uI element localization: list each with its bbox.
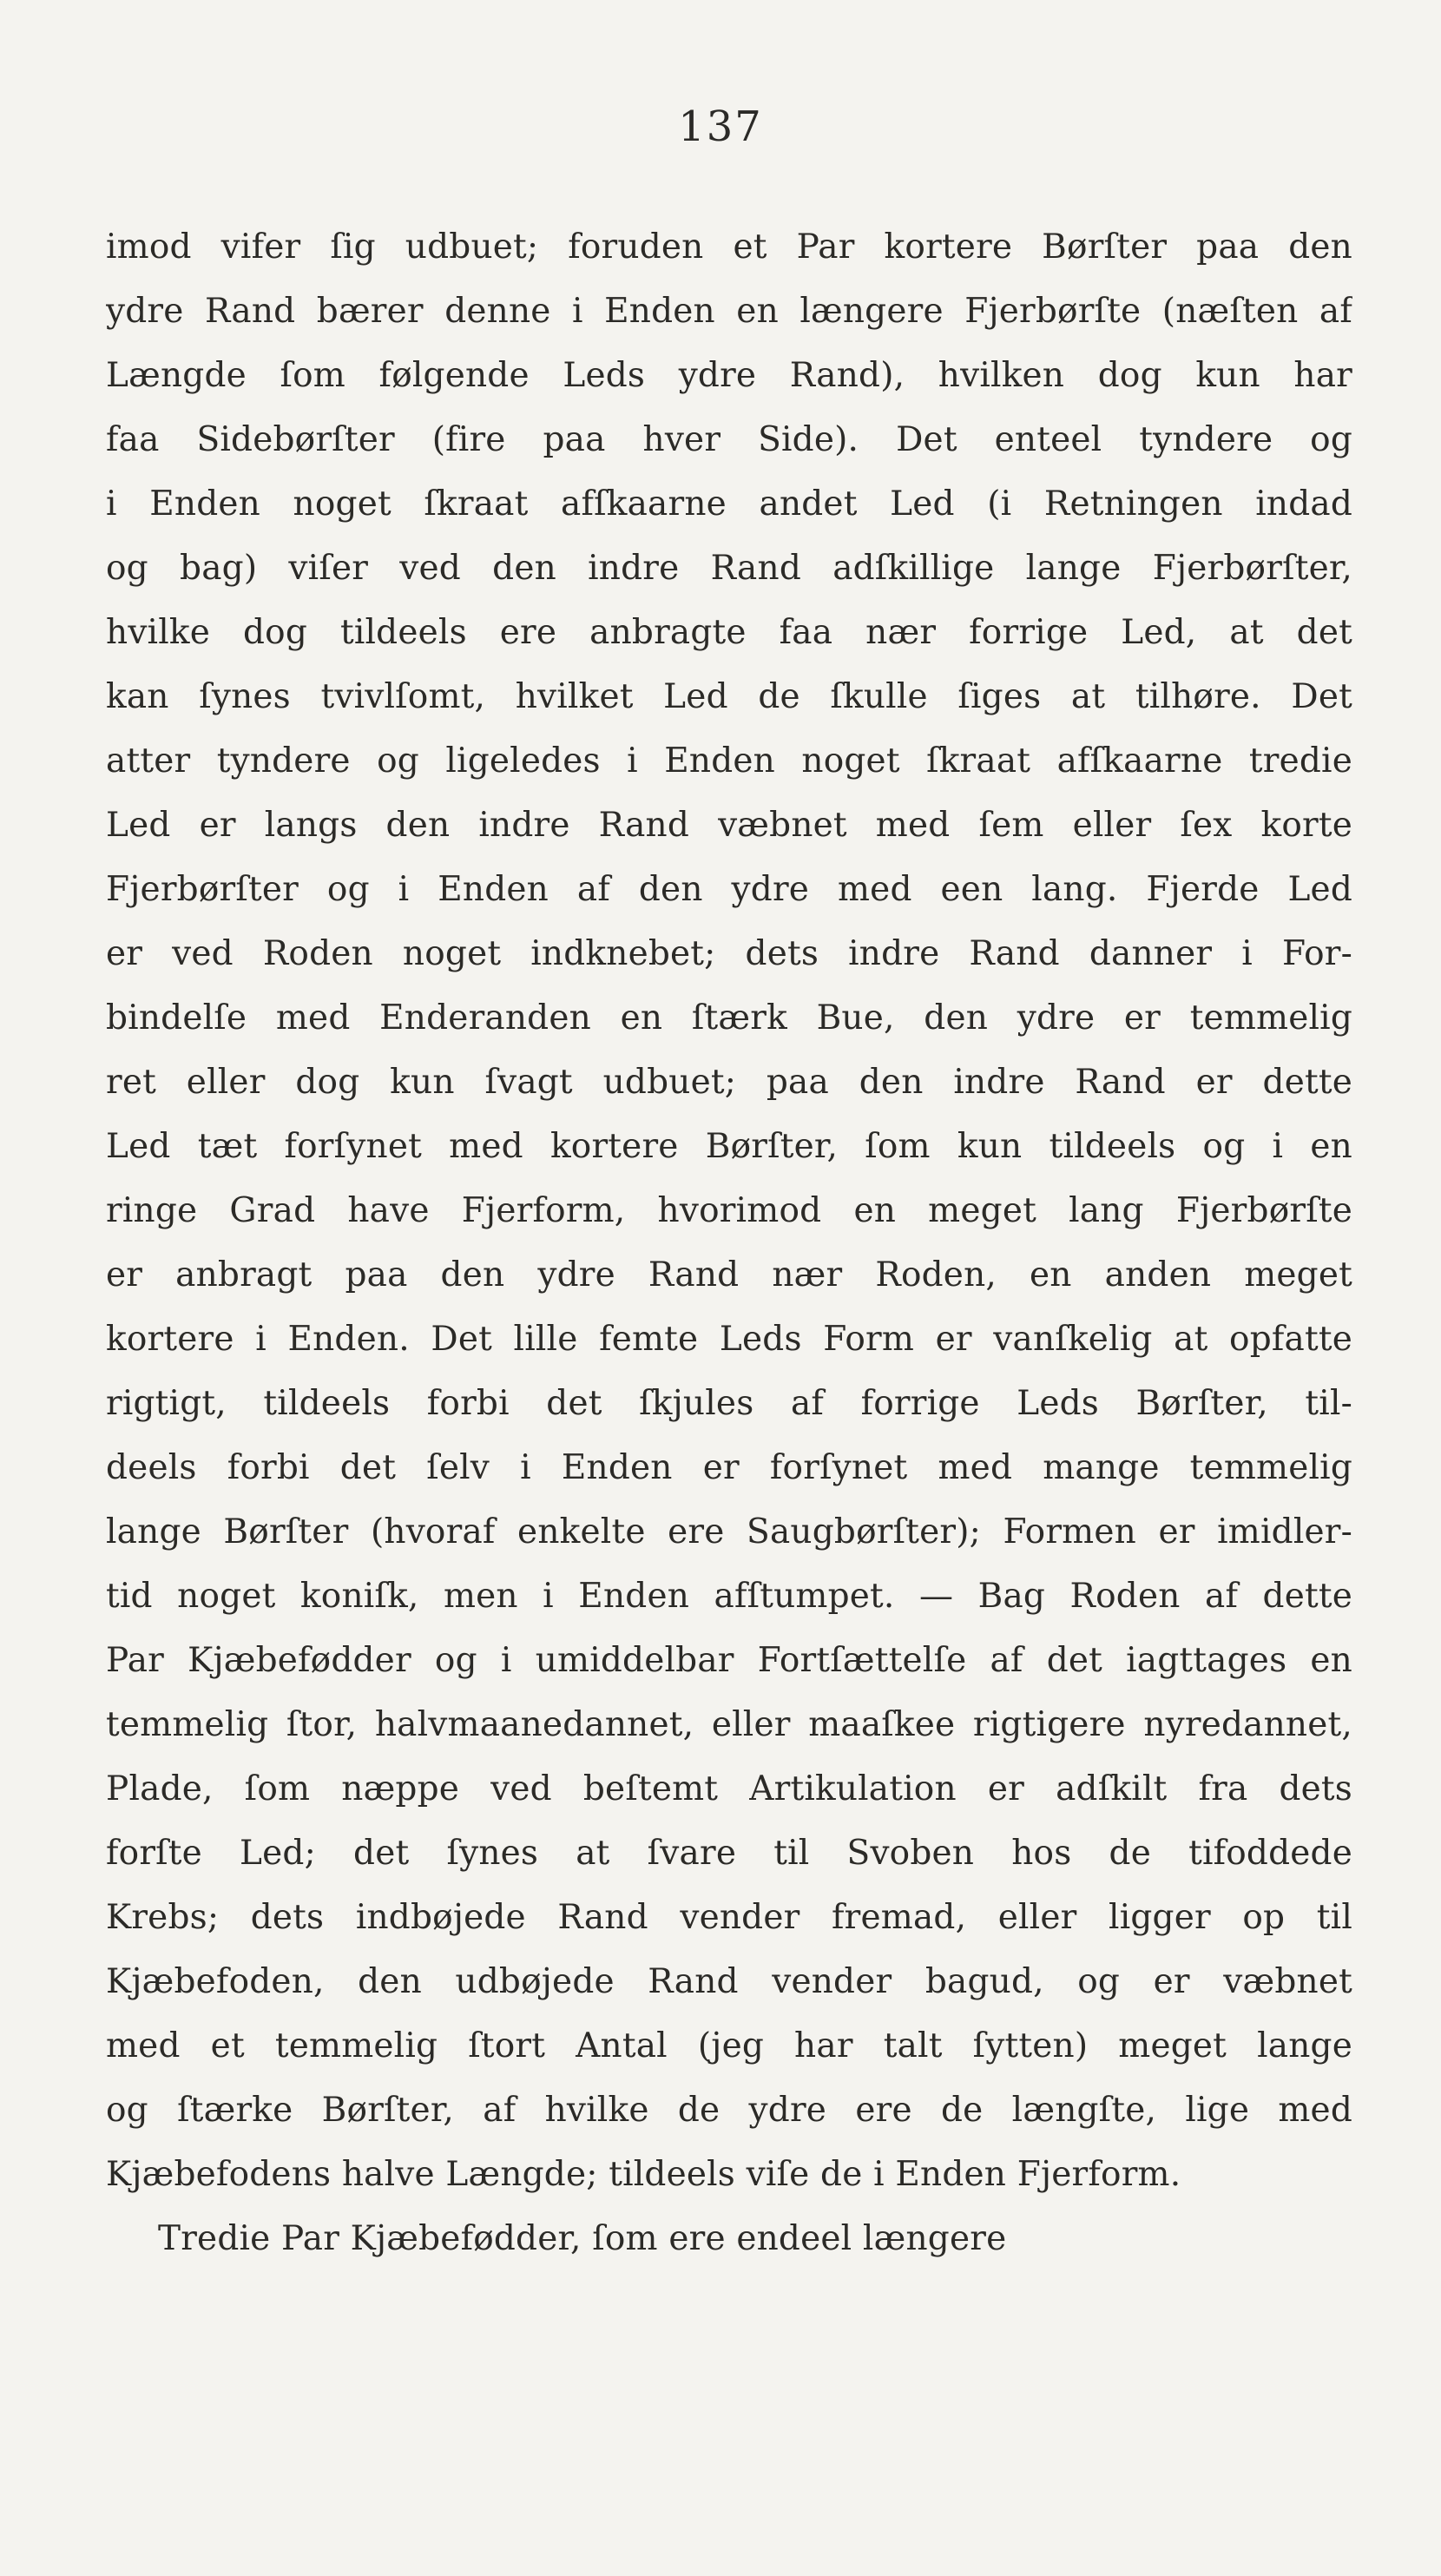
text-line: ringe Grad have Fjerform, hvorimod en meget lang Fjerbørſte — [106, 1191, 1352, 1230]
text-line: forſte Led; det ſynes at ſvare til Svoben hos de tifoddede — [106, 1834, 1352, 1873]
text-line: hvilke dog tildeels ere anbragte faa nær forrige Led, at det — [106, 613, 1352, 652]
text-line: Kjæbefodens halve Længde; tildeels viſe de i Enden Fjerform. — [106, 2155, 1181, 2194]
text-line: med et temmelig ſtort Antal (jeg har talt ſytten) meget lange — [106, 2026, 1352, 2065]
text-line: faa Sidebørſter (fire paa hver Side). Det enteel tyndere og — [106, 420, 1352, 459]
text-line: ydre Rand bærer denne i Enden en længere Fjerbørſte (næſten af — [106, 292, 1352, 331]
text-line: bindelſe med Enderanden en ſtærk Bue, den ydre er temmelig — [106, 998, 1352, 1038]
text-line: Led er langs den indre Rand væbnet med ſem eller ſex korte — [106, 806, 1352, 845]
page-number: 137 — [678, 102, 763, 151]
text-line: deels forbi det ſelv i Enden er forſynet med mange temmelig — [106, 1448, 1352, 1487]
text-line: Længde ſom følgende Leds ydre Rand), hvilken dog kun har — [106, 356, 1352, 395]
text-line: Tredie Par Kjæbefødder, ſom ere endeel længere — [158, 2219, 1007, 2258]
text-line: kan ſynes tvivlſomt, hvilket Led de ſkulle ſiges at tilhøre. Det — [106, 677, 1352, 716]
text-line: er ved Roden noget indknebet; dets indre Rand danner i For- — [106, 934, 1352, 973]
text-line: Fjerbørſter og i Enden af den ydre med een lang. Fjerde Led — [106, 870, 1352, 909]
text-line: kortere i Enden. Det lille femte Leds Form er vanſkelig at opfatte — [106, 1320, 1352, 1359]
text-line: rigtigt, tildeels forbi det ſkjules af forrige Leds Børſter, til- — [106, 1384, 1352, 1423]
text-line: Plade, ſom næppe ved beſtemt Artikulation er adſkilt fra dets — [106, 1769, 1352, 1808]
text-line: Par Kjæbefødder og i umiddelbar Fortſættelſe af det iagttages en — [106, 1641, 1352, 1680]
text-line: Krebs; dets indbøjede Rand vender fremad, eller ligger op til — [106, 1898, 1352, 1937]
text-line: er anbragt paa den ydre Rand nær Roden, en anden meget — [106, 1255, 1352, 1295]
text-line: temmelig ſtor, halvmaanedannet, eller maaſkee rigtigere nyredannet, — [106, 1705, 1352, 1744]
text-line: imod vifer ſig udbuet; foruden et Par kortere Børſter paa den — [106, 227, 1352, 267]
text-line: Led tæt forſynet med kortere Børſter, ſom kun tildeels og i en — [106, 1127, 1352, 1166]
text-line: i Enden noget ſkraat afſkaarne andet Led (i Retningen indad — [106, 484, 1352, 524]
body-text — [106, 215, 1352, 2271]
text-line: Kjæbefoden, den udbøjede Rand vender bagud, og er væbnet — [106, 1962, 1352, 2001]
text-line: lange Børſter (hvoraf enkelte ere Saugbørſter); Formen er imidler- — [106, 1512, 1352, 1552]
text-line: ret eller dog kun ſvagt udbuet; paa den indre Rand er dette — [106, 1063, 1352, 1102]
text-line: og bag) viſer ved den indre Rand adſkillige lange Fjerbørſter, — [106, 549, 1352, 588]
text-line: atter tyndere og ligeledes i Enden noget ſkraat afſkaarne tredie — [106, 741, 1352, 781]
text-line: og ſtærke Børſter, af hvilke de ydre ere de længſte, lige med — [106, 2091, 1352, 2130]
text-line: tid noget koniſk, men i Enden afſtumpet. — Bag Roden af dette — [106, 1577, 1352, 1616]
